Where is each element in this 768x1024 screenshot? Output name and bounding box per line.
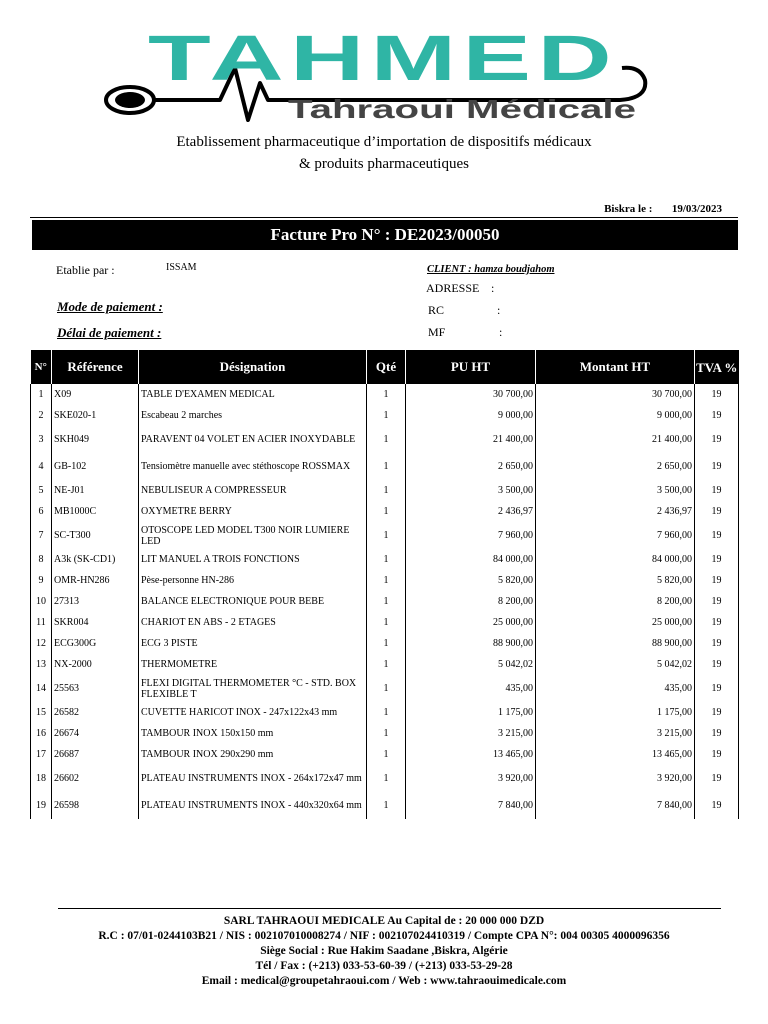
row-unit-price: 5 820,00: [406, 570, 536, 591]
date-label: Biskra le :: [604, 203, 653, 215]
row-amount: 3 500,00: [536, 480, 695, 501]
table-row: [31, 591, 739, 612]
row-designation: OTOSCOPE LED MODEL T300 NOIR LUMIERE LED: [139, 522, 367, 549]
row-unit-price: 13 465,00: [406, 744, 536, 765]
row-quantity: 1: [367, 792, 406, 819]
row-tva: 19: [695, 549, 739, 570]
row-number: 15: [31, 702, 52, 723]
row-designation: BALANCE ELECTRONIQUE POUR BEBE: [139, 591, 367, 612]
table-row: [31, 633, 739, 654]
row-tva: 19: [695, 501, 739, 522]
row-amount: 13 465,00: [536, 744, 695, 765]
footer-line5: Email : medical@groupetahraoui.com / Web : www.tahraouimedicale.com: [201, 975, 567, 987]
row-quantity: 1: [367, 612, 406, 633]
header-montant-ht: Montant HT: [536, 350, 695, 384]
table-row: [31, 549, 739, 570]
date-line: [604, 203, 722, 215]
row-reference: NE-J01: [52, 480, 139, 501]
row-unit-price: 2 436,97: [406, 501, 536, 522]
row-reference: NX-2000: [52, 654, 139, 675]
mode-paiement-label: Mode de paiement :: [57, 299, 163, 314]
table-row: [31, 426, 739, 453]
row-amount: 88 900,00: [536, 633, 695, 654]
row-amount: 5 042,02: [536, 654, 695, 675]
rc-label: RC: [428, 303, 445, 317]
row-number: 1: [31, 384, 52, 405]
etablie-value: ISSAM: [166, 262, 197, 273]
logo-subtitle: Tahraoui Médicale: [288, 94, 636, 124]
row-designation: Pèse-personne HN-286: [139, 570, 367, 591]
row-unit-price: 3 500,00: [406, 480, 536, 501]
row-designation: CHARIOT EN ABS - 2 ETAGES: [139, 612, 367, 633]
row-amount: 21 400,00: [536, 426, 695, 453]
row-number: 13: [31, 654, 52, 675]
row-amount: 7 960,00: [536, 522, 695, 549]
row-tva: 19: [695, 612, 739, 633]
row-reference: OMR-HN286: [52, 570, 139, 591]
header-tva: TVA %: [695, 350, 739, 384]
row-unit-price: 1 175,00: [406, 702, 536, 723]
row-designation: NEBULISEUR A COMPRESSEUR: [139, 480, 367, 501]
row-reference: SKR004: [52, 612, 139, 633]
row-amount: 435,00: [536, 675, 695, 702]
row-amount: 9 000,00: [536, 405, 695, 426]
row-amount: 3 215,00: [536, 723, 695, 744]
table-row: [31, 765, 739, 792]
table-row: [31, 675, 739, 702]
row-designation: TAMBOUR INOX 150x150 mm: [139, 723, 367, 744]
row-tva: 19: [695, 522, 739, 549]
client-name: CLIENT : hamza boudjahom: [427, 264, 555, 275]
row-quantity: 1: [367, 405, 406, 426]
row-quantity: 1: [367, 426, 406, 453]
tagline-line2: & produits pharmaceutiques: [299, 156, 469, 172]
row-designation: Tensiomètre manuelle avec stéthoscope ROSSMAX: [139, 453, 367, 480]
row-tva: 19: [695, 675, 739, 702]
row-reference: 26598: [52, 792, 139, 819]
row-amount: 1 175,00: [536, 702, 695, 723]
table-row: [31, 480, 739, 501]
row-unit-price: 25 000,00: [406, 612, 536, 633]
row-tva: 19: [695, 591, 739, 612]
rc-colon: :: [497, 303, 501, 317]
table-row: [31, 702, 739, 723]
row-unit-price: 3 920,00: [406, 765, 536, 792]
row-quantity: 1: [367, 549, 406, 570]
footer-line1: SARL TAHRAOUI MEDICALE Au Capital de : 20 000 000 DZD: [223, 915, 545, 927]
row-tva: 19: [695, 570, 739, 591]
table-row: [31, 654, 739, 675]
company-logo: [100, 28, 660, 128]
header-qte: Qté: [367, 350, 406, 384]
date-value: 19/03/2023: [671, 203, 722, 215]
row-designation: ECG 3 PISTE: [139, 633, 367, 654]
row-unit-price: 30 700,00: [406, 384, 536, 405]
row-tva: 19: [695, 480, 739, 501]
row-number: 11: [31, 612, 52, 633]
row-number: 4: [31, 453, 52, 480]
table-row: [31, 522, 739, 549]
row-amount: 3 920,00: [536, 765, 695, 792]
table-row: [31, 453, 739, 480]
row-tva: 19: [695, 654, 739, 675]
header-designation: Désignation: [139, 350, 367, 384]
row-number: 7: [31, 522, 52, 549]
row-reference: SC-T300: [52, 522, 139, 549]
footer-line3: Siège Social : Rue Hakim Saadane ,Biskra, Algérie: [260, 945, 508, 957]
row-unit-price: 3 215,00: [406, 723, 536, 744]
table-row: [31, 723, 739, 744]
row-quantity: 1: [367, 480, 406, 501]
row-quantity: 1: [367, 744, 406, 765]
row-number: 14: [31, 675, 52, 702]
row-quantity: 1: [367, 633, 406, 654]
delai-paiement-label: Délai de paiement :: [57, 325, 162, 340]
row-designation: FLEXI DIGITAL THERMOMETER °C - STD. BOX FLEXIBLE T: [139, 675, 367, 702]
row-designation: LIT MANUEL A TROIS FONCTIONS: [139, 549, 367, 570]
row-amount: 7 840,00: [536, 792, 695, 819]
table-row: [31, 792, 739, 819]
row-amount: 8 200,00: [536, 591, 695, 612]
row-number: 3: [31, 426, 52, 453]
table-row: [31, 612, 739, 633]
header-divider: [30, 217, 738, 218]
row-tva: 19: [695, 453, 739, 480]
footer-divider: [58, 908, 721, 909]
row-quantity: 1: [367, 675, 406, 702]
items-table: [30, 350, 739, 819]
row-amount: 5 820,00: [536, 570, 695, 591]
row-quantity: 1: [367, 591, 406, 612]
row-unit-price: 5 042,02: [406, 654, 536, 675]
row-quantity: 1: [367, 723, 406, 744]
row-designation: CUVETTE HARICOT INOX - 247x122x43 mm: [139, 702, 367, 723]
table-row: [31, 405, 739, 426]
row-quantity: 1: [367, 654, 406, 675]
footer-line2: R.C : 07/01-0244103B21 / NIS : 002107010008274 / NIF : 002107024410319 / Compte CPA N°: 004 00305 4000096356: [98, 930, 670, 942]
row-reference: SKH049: [52, 426, 139, 453]
row-quantity: 1: [367, 765, 406, 792]
row-quantity: 1: [367, 570, 406, 591]
row-tva: 19: [695, 405, 739, 426]
adresse-label: ADRESSE: [426, 281, 480, 295]
row-quantity: 1: [367, 384, 406, 405]
row-unit-price: 9 000,00: [406, 405, 536, 426]
row-unit-price: 2 650,00: [406, 453, 536, 480]
row-tva: 19: [695, 723, 739, 744]
row-quantity: 1: [367, 453, 406, 480]
tagline-line1: Etablissement pharmaceutique d’importation de dispositifs médicaux: [176, 134, 592, 150]
row-unit-price: 88 900,00: [406, 633, 536, 654]
row-tva: 19: [695, 765, 739, 792]
row-number: 5: [31, 480, 52, 501]
row-amount: 2 650,00: [536, 453, 695, 480]
row-tva: 19: [695, 426, 739, 453]
invoice-title: Facture Pro N° : DE2023/00050: [32, 220, 738, 250]
row-amount: 84 000,00: [536, 549, 695, 570]
row-designation: OXYMETRE BERRY: [139, 501, 367, 522]
row-designation: PARAVENT 04 VOLET EN ACIER INOXYDABLE: [139, 426, 367, 453]
row-reference: 25563: [52, 675, 139, 702]
row-unit-price: 7 960,00: [406, 522, 536, 549]
row-amount: 30 700,00: [536, 384, 695, 405]
mf-label: MF: [428, 325, 446, 339]
row-unit-price: 8 200,00: [406, 591, 536, 612]
row-designation: THERMOMETRE: [139, 654, 367, 675]
row-number: 17: [31, 744, 52, 765]
table-row: [31, 501, 739, 522]
row-reference: 27313: [52, 591, 139, 612]
row-quantity: 1: [367, 702, 406, 723]
row-designation: TABLE D'EXAMEN MEDICAL: [139, 384, 367, 405]
row-tva: 19: [695, 633, 739, 654]
row-number: 19: [31, 792, 52, 819]
row-reference: SKE020-1: [52, 405, 139, 426]
row-reference: MB1000C: [52, 501, 139, 522]
row-reference: GB-102: [52, 453, 139, 480]
row-number: 2: [31, 405, 52, 426]
header-n: N°: [31, 350, 52, 384]
table-row: [31, 384, 739, 405]
row-designation: TAMBOUR INOX 290x290 mm: [139, 744, 367, 765]
row-number: 8: [31, 549, 52, 570]
row-unit-price: 21 400,00: [406, 426, 536, 453]
row-unit-price: 7 840,00: [406, 792, 536, 819]
adresse-colon: :: [491, 281, 495, 295]
row-number: 18: [31, 765, 52, 792]
logo-text: TAHMED: [148, 28, 618, 94]
row-quantity: 1: [367, 501, 406, 522]
row-tva: 19: [695, 792, 739, 819]
row-reference: A3k (SK-CD1): [52, 549, 139, 570]
row-reference: 26602: [52, 765, 139, 792]
row-tva: 19: [695, 744, 739, 765]
row-reference: X09: [52, 384, 139, 405]
row-number: 12: [31, 633, 52, 654]
table-row: [31, 570, 739, 591]
header-pu-ht: PU HT: [406, 350, 536, 384]
table-header-row: [31, 350, 739, 384]
row-reference: ECG300G: [52, 633, 139, 654]
row-quantity: 1: [367, 522, 406, 549]
row-tva: 19: [695, 384, 739, 405]
row-amount: 2 436,97: [536, 501, 695, 522]
table-row: [31, 744, 739, 765]
footer-line4: Tél / Fax : (+213) 033-53-60-39 / (+213) 033-53-29-28: [255, 960, 513, 972]
row-number: 6: [31, 501, 52, 522]
row-reference: 26582: [52, 702, 139, 723]
row-designation: Escabeau 2 marches: [139, 405, 367, 426]
row-designation: PLATEAU INSTRUMENTS INOX - 440x320x64 mm: [139, 792, 367, 819]
row-number: 9: [31, 570, 52, 591]
mf-colon: :: [499, 325, 503, 339]
row-reference: 26674: [52, 723, 139, 744]
header-reference: Référence: [52, 350, 139, 384]
row-designation: PLATEAU INSTRUMENTS INOX - 264x172x47 mm: [139, 765, 367, 792]
row-reference: 26687: [52, 744, 139, 765]
row-amount: 25 000,00: [536, 612, 695, 633]
row-unit-price: 84 000,00: [406, 549, 536, 570]
etablie-label: Etablie par :: [56, 263, 115, 277]
row-number: 10: [31, 591, 52, 612]
row-unit-price: 435,00: [406, 675, 536, 702]
row-tva: 19: [695, 702, 739, 723]
row-number: 16: [31, 723, 52, 744]
